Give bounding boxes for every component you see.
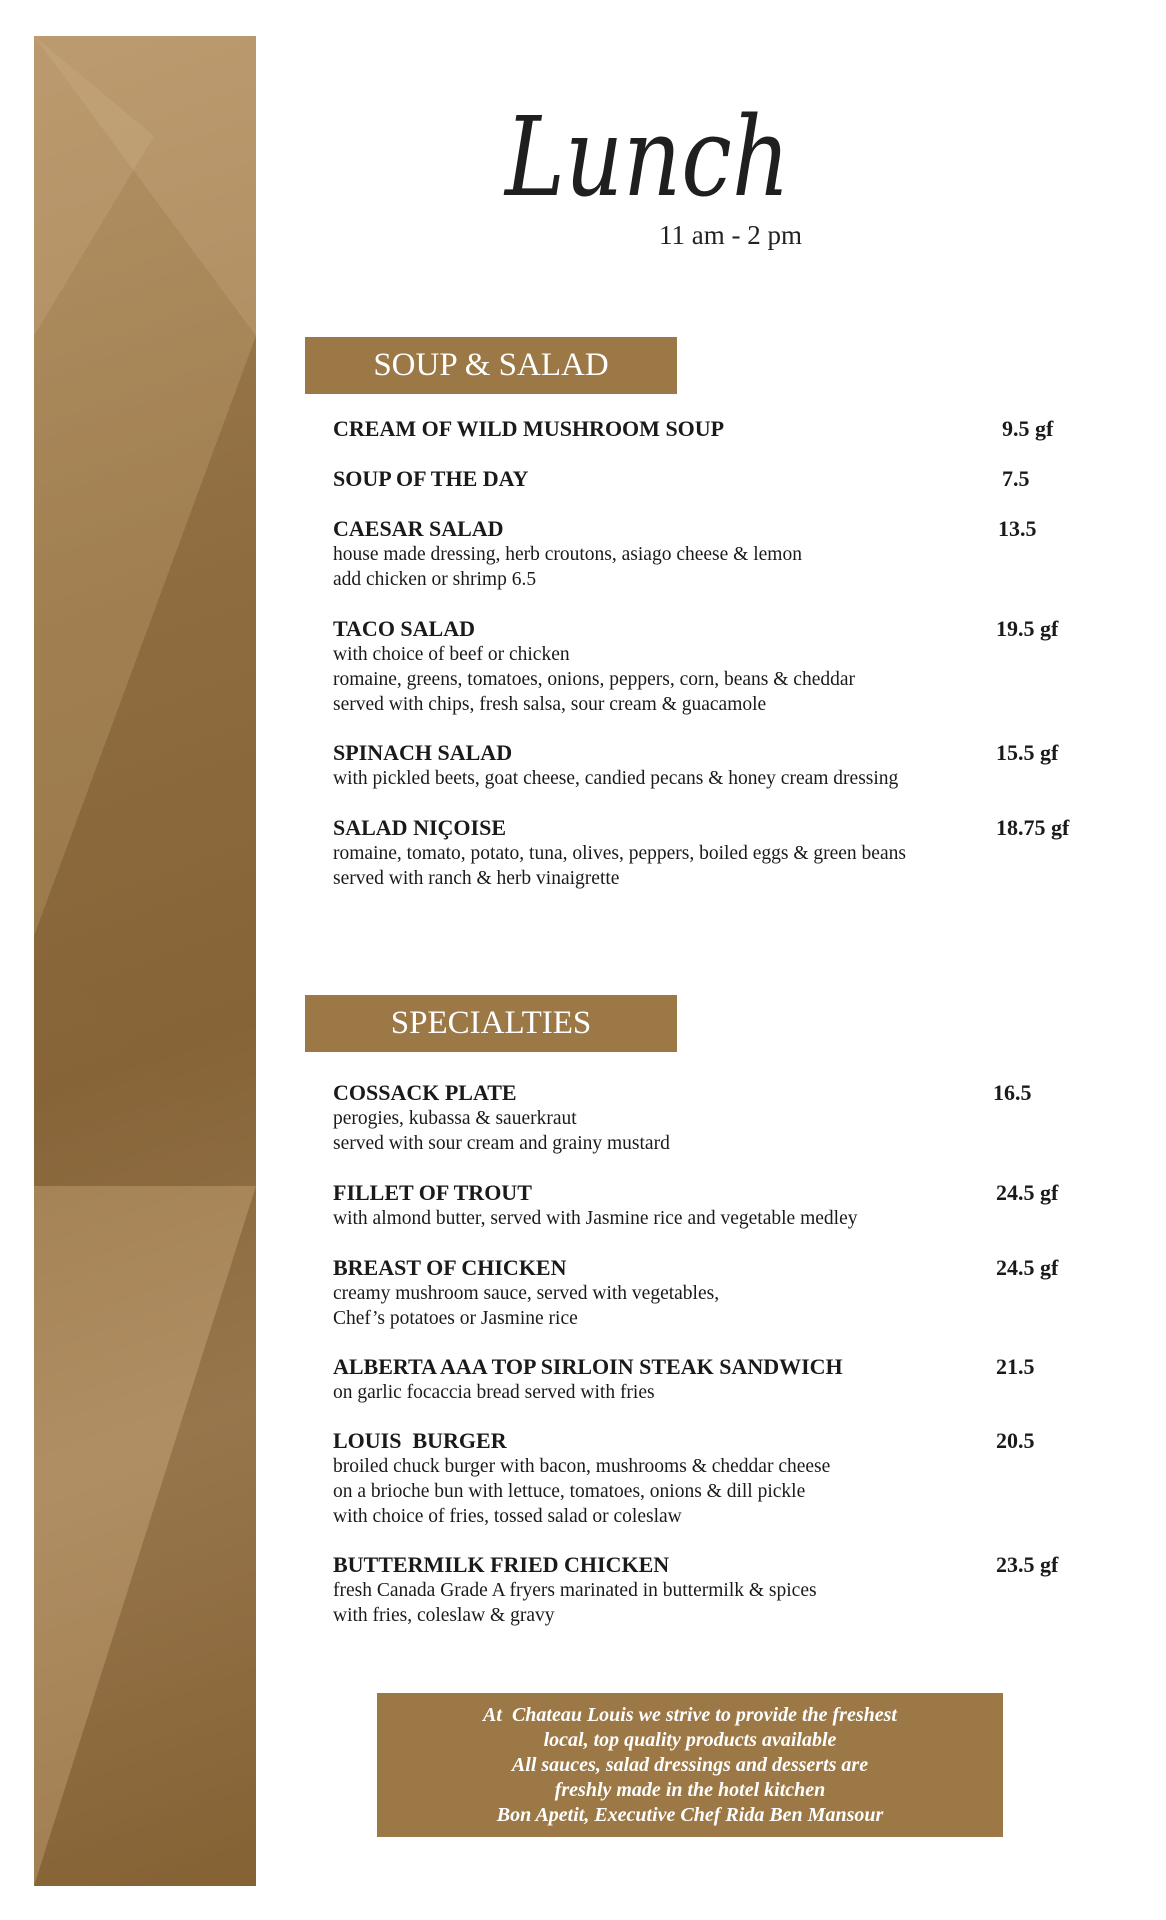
item-name: SPINACH SALAD bbox=[333, 740, 513, 765]
item-description: with fries, coleslaw & gravy bbox=[333, 1605, 555, 1626]
menu-item bbox=[333, 616, 1093, 717]
item-description: with choice of beef or chicken bbox=[333, 644, 570, 665]
menu-item bbox=[333, 1552, 1093, 1628]
item-price: 24.5 gf bbox=[996, 1180, 1059, 1205]
item-description: served with ranch & herb vinaigrette bbox=[333, 868, 620, 889]
item-description: with pickled beets, goat cheese, candied pecans & honey cream dressing bbox=[333, 768, 899, 789]
item-name: COSSACK PLATE bbox=[333, 1080, 517, 1105]
chef-note-line: At Chateau Louis we strive to provide the freshest bbox=[483, 1703, 897, 1726]
menu-title bbox=[500, 80, 800, 240]
item-description: fresh Canada Grade A fryers marinated in buttermilk & spices bbox=[333, 1580, 817, 1601]
item-name: LOUIS BURGER bbox=[333, 1428, 507, 1453]
item-description: perogies, kubassa & sauerkraut bbox=[333, 1108, 577, 1129]
item-description: with choice of fries, tossed salad or coleslaw bbox=[333, 1506, 682, 1527]
item-description: romaine, greens, tomatoes, onions, peppers, corn, beans & cheddar bbox=[333, 669, 856, 690]
menu-item bbox=[333, 1354, 1093, 1405]
decorative-side-bar bbox=[34, 36, 256, 1886]
item-description: served with chips, fresh salsa, sour cream & guacamole bbox=[333, 694, 767, 715]
item-price: 9.5 gf bbox=[1002, 416, 1054, 441]
geometric-pattern bbox=[34, 36, 256, 1886]
item-name: ALBERTA AAA TOP SIRLOIN STEAK SANDWICH bbox=[333, 1354, 843, 1379]
item-name: TACO SALAD bbox=[333, 616, 476, 641]
chef-note-line: Bon Apetit, Executive Chef Rida Ben Mansour bbox=[496, 1803, 884, 1826]
item-name: BUTTERMILK FRIED CHICKEN bbox=[333, 1552, 670, 1577]
menu-item bbox=[333, 466, 1093, 492]
item-name: CAESAR SALAD bbox=[333, 516, 504, 541]
menu-item bbox=[333, 815, 1093, 891]
item-name: CREAM OF WILD MUSHROOM SOUP bbox=[333, 416, 725, 441]
item-price: 18.75 gf bbox=[996, 815, 1070, 840]
service-hours: 11 am - 2 pm bbox=[659, 220, 802, 250]
menu-item bbox=[333, 1180, 1093, 1231]
menu-item bbox=[333, 1428, 1093, 1529]
item-name: SALAD NIÇOISE bbox=[333, 815, 506, 840]
menu-item bbox=[333, 1255, 1093, 1331]
item-price: 20.5 bbox=[996, 1428, 1035, 1453]
item-description: add chicken or shrimp 6.5 bbox=[333, 569, 537, 590]
section-header-specialties: SPECIALTIES bbox=[305, 995, 677, 1052]
item-price: 13.5 bbox=[998, 516, 1037, 541]
item-description: on garlic focaccia bread served with fries bbox=[333, 1382, 655, 1403]
item-price: 19.5 gf bbox=[996, 616, 1059, 641]
item-description: broiled chuck burger with bacon, mushrooms & cheddar cheese bbox=[333, 1456, 831, 1477]
section-header-soup-salad: SOUP & SALAD bbox=[305, 337, 677, 394]
menu-item bbox=[333, 1080, 1093, 1156]
item-description: with almond butter, served with Jasmine rice and vegetable medley bbox=[333, 1208, 858, 1229]
item-description: on a brioche bun with lettuce, tomatoes, onions & dill pickle bbox=[333, 1481, 806, 1502]
item-price: 24.5 gf bbox=[996, 1255, 1059, 1280]
chef-note-line: All sauces, salad dressings and desserts are bbox=[511, 1753, 869, 1776]
chef-note-box bbox=[377, 1693, 1003, 1837]
chef-note-line: local, top quality products available bbox=[543, 1728, 837, 1751]
item-description: Chef’s potatoes or Jasmine rice bbox=[333, 1308, 578, 1329]
item-price: 15.5 gf bbox=[996, 740, 1059, 765]
chef-note-line: freshly made in the hotel kitchen bbox=[554, 1778, 826, 1801]
item-name: SOUP OF THE DAY bbox=[333, 466, 529, 491]
lunch-script-title bbox=[500, 80, 800, 240]
title-text: Lunch bbox=[503, 93, 790, 221]
item-description: creamy mushroom sauce, served with vegetables, bbox=[333, 1283, 720, 1304]
item-price: 16.5 bbox=[993, 1080, 1032, 1105]
item-name: FILLET OF TROUT bbox=[333, 1180, 532, 1205]
item-price: 7.5 bbox=[1002, 466, 1030, 491]
item-description: house made dressing, herb croutons, asiago cheese & lemon bbox=[333, 544, 802, 565]
menu-item bbox=[333, 416, 1093, 442]
item-name: BREAST OF CHICKEN bbox=[333, 1255, 567, 1280]
item-price: 21.5 bbox=[996, 1354, 1035, 1379]
item-description: served with sour cream and grainy mustard bbox=[333, 1133, 670, 1154]
item-price: 23.5 gf bbox=[996, 1552, 1059, 1577]
menu-item bbox=[333, 516, 1093, 592]
item-description: romaine, tomato, potato, tuna, olives, peppers, boiled eggs & green beans bbox=[333, 843, 906, 864]
menu-item bbox=[333, 740, 1093, 791]
